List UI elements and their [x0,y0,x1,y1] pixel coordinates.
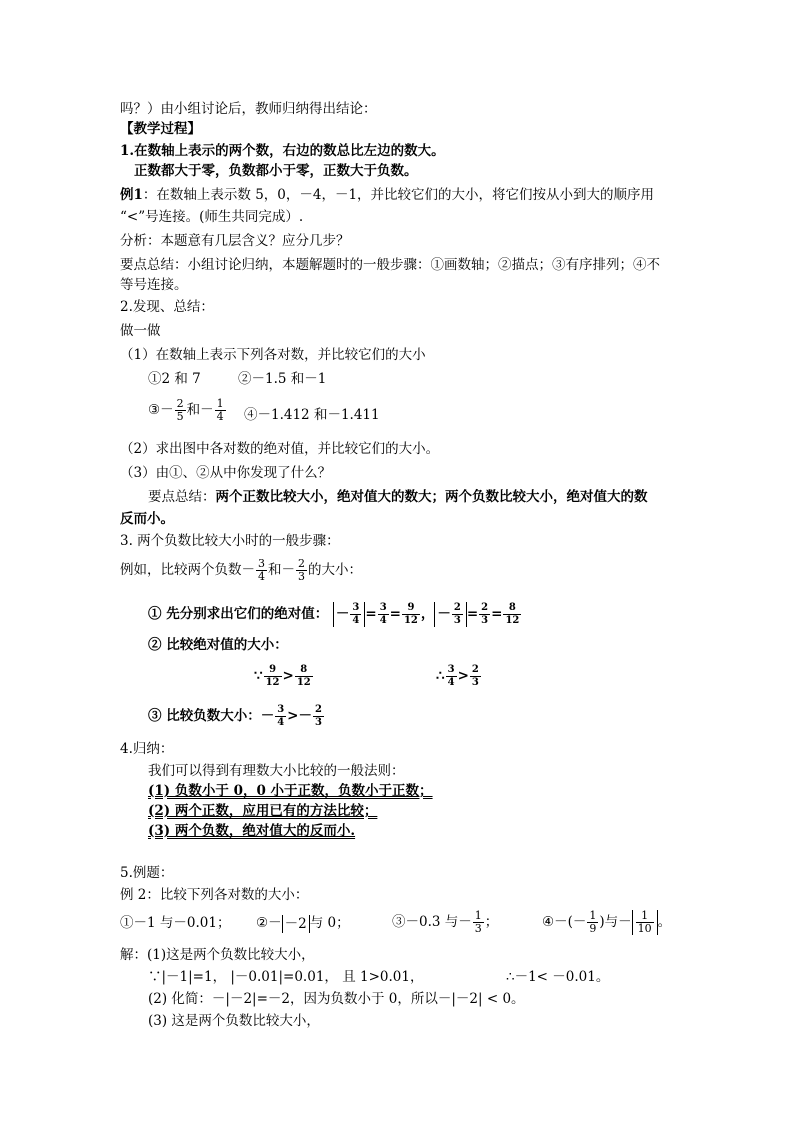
rule-1: (1) 负数小于 0，0 小于正数，负数小于正数； [148,783,433,799]
example-2-item-2: ②－ －2 与 0； [256,915,350,932]
intro-line: 吗？）由小组讨论后，教师归纳得出结论： [120,101,377,117]
summary-steps-continuation: 等号连接。 [120,277,188,293]
exercise-1-line: （1）在数轴上表示下列各对数，并比较它们的大小 [120,347,426,363]
fraction-2-3: $\frac{2}{3}$ [298,557,305,583]
abs-neg-3-4: － $\frac{3}{4}$ [333,602,365,627]
pair-2: ②－1.5 和－1 [238,371,327,387]
fraction-2-5: $\frac{2}{5}$ [176,397,184,423]
section-5-heading: 5.例题： [120,865,174,881]
rule-number-line: 1.在数轴上表示的两个数，右边的数总比左边的数大。 [120,143,445,159]
try-it-heading: 做一做 [120,323,161,339]
fraction-1-4: $\frac{1}{4}$ [216,397,224,423]
example-compare-line: 例如，比较两个负数－ $\frac{3}{4}$ 和－ $\frac{2}{3}$ 的大小： [120,557,362,583]
rule-2: (2) 两个正数，应用已有的方法比较； [148,803,378,819]
exercise-3-line: （3）由①、②从中你发现了什么？ [120,465,332,481]
rule-3: (3) 两个负数，绝对值大的反而小. [148,823,356,839]
solution-1-line: 解：(1)这是两个负数比较大小， [120,947,315,963]
analysis-line: 分析：本题意有几层含义？应分几步？ [120,233,350,249]
rule-positive-negative: 正数都大于零，负数都小于零，正数大于负数。 [134,163,418,179]
pair-1: ①2 和 7 [148,371,201,387]
therefore-comparison: ∴ $\frac{3}{4}$ > $\frac{2}{3}$ [436,664,479,688]
step-3-line: ③ 比较负数大小：－ $\frac{3}{4}$ >－ $\frac{2}{3}$ [148,704,322,728]
example-2-item-4: ④－(－ $\frac{1}{9}$ )与－ $\frac{1}{10}$ 。 [542,909,672,935]
section-4-heading: 4.归纳： [120,741,174,757]
exercise-2-line: （2）求出图中各对数的绝对值，并比较它们的大小。 [120,441,440,457]
example-2-heading: 例 2：比较下列各对数的大小： [120,887,309,903]
general-rule-intro: 我们可以得到有理数大小比较的一般法则： [148,763,405,779]
fraction-3-4: $\frac{3}{4}$ [258,557,265,583]
because-comparison: ∵ $\frac{9}{12}$ > $\frac{8}{12}$ [254,664,311,688]
solution-1-because: ∵|－1|=1， |－0.01|=0.01， 且 1>0.01， [148,969,424,985]
example-1-continuation: “<”号连接。(师生共同完成）. [120,209,304,225]
section-heading-teaching-process: 【教学过程】 [120,121,201,137]
pair-3: ③－ $\frac{2}{5}$ 和－ $\frac{1}{4}$ [148,397,224,423]
key-summary-continuation: 反而小。 [120,511,174,527]
abs-neg-2-3: － $\frac{2}{3}$ [434,602,466,627]
solution-3-line: (3) 这是两个负数比较大小， [148,1013,320,1029]
example-2-item-1: ①－1 与－0.01； [120,915,231,931]
pair-4: ④－1.412 和－1.411 [244,407,380,423]
summary-steps-line: 要点总结：小组讨论归纳，本题解题时的一般步骤：①画数轴；②描点；③有序排列；④不 [120,257,660,273]
step-2-line: ② 比较绝对值的大小： [148,637,288,653]
example-2-item-3: ③－0.3 与－ $\frac{1}{3}$ ； [392,909,499,935]
section-3-heading: 3. 两个负数比较大小时的一般步骤： [120,533,340,549]
solution-1-therefore: ∴－1< －0.01。 [506,969,610,985]
example-1-label: 例1 [120,187,143,203]
solution-2-line: (2) 化简：－|－2|=－2，因为负数小于 0，所以－|－2| < 0。 [148,991,525,1007]
key-summary-line: 要点总结：两个正数比较大小，绝对值大的数大；两个负数比较大小，绝对值大的数 [148,489,648,505]
section-2-heading: 2.发现、总结： [120,299,214,315]
example-1-line [120,186,654,204]
example-1-text: ：在数轴上表示数 5，0，－4，－1，并比较它们的大小，将它们按从小到大的顺序用 [142,187,655,203]
step-1-line: ① 先分别求出它们的绝对值： － $\frac{3}{4}$ = $\frac{3}{4}$ = $\frac{9}{12}$ ， － $\frac{2}{3}$ = $\frac{2}{3}$ = $\frac{8}{12}$ [148,602,520,626]
